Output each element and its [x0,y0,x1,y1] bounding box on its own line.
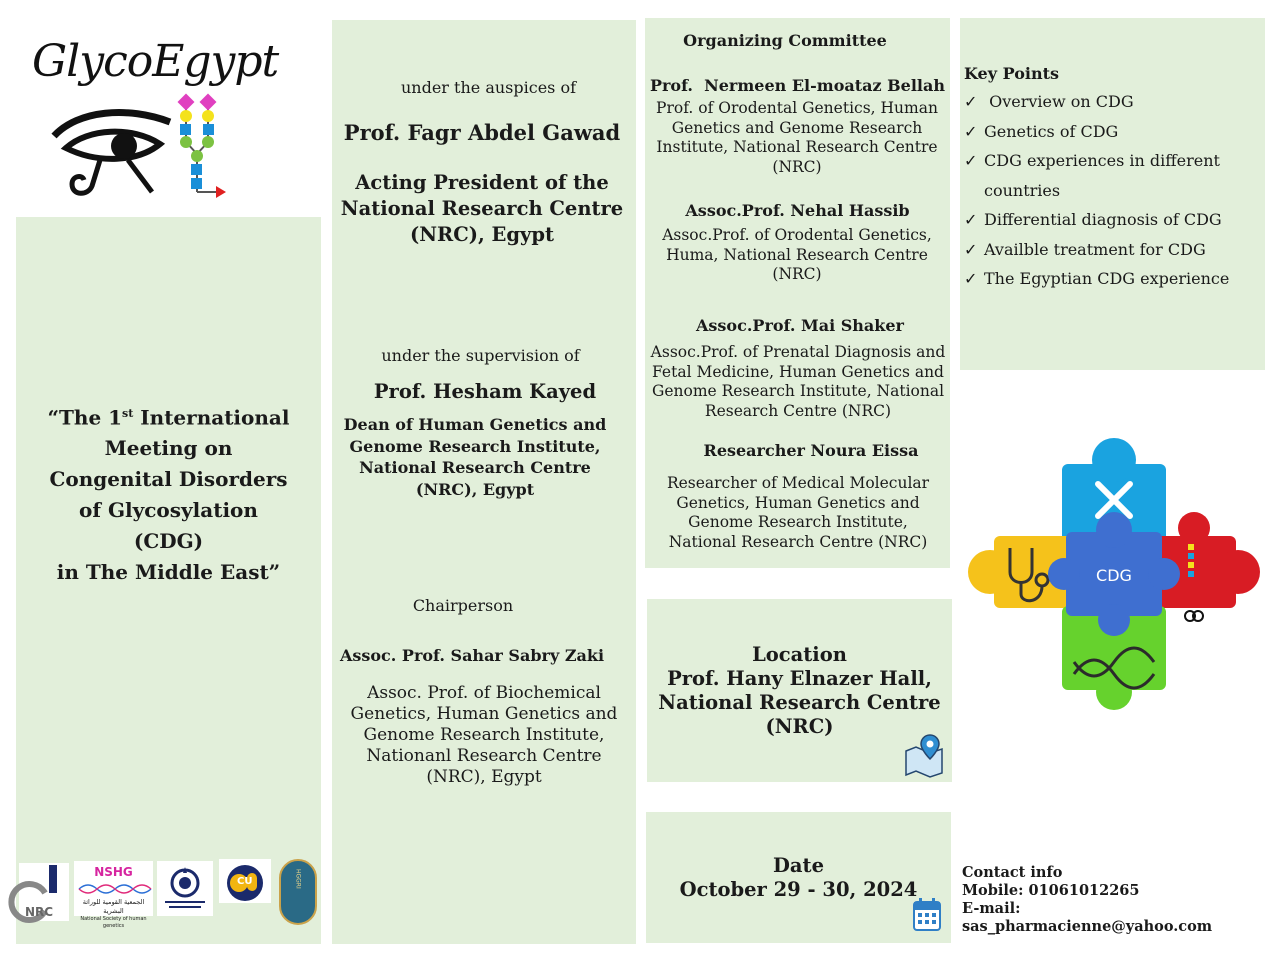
meeting-title: “The 1st International Meeting on Congenital Disorders of Glycosylation (CDG) in The Middle East” [47,405,290,584]
auspices-name: Prof. Fagr Abdel Gawad [343,120,621,145]
committee-panel [645,18,950,568]
member-2-role: Assoc.Prof. of Orodental Genetics, Huma, National Research Centre (NRC) [662,226,932,283]
key-points-list [964,87,1234,294]
member-3-name: Assoc.Prof. Mai Shaker [696,316,904,335]
supervision-role: Dean of Human Genetics and Genome Research Institute, National Research Centre (NRC), Egypt [343,415,607,499]
location-panel [647,599,952,782]
location-label: Location [752,643,847,666]
contact-email: E-mail: sas_pharmacienne@yahoo.com [962,900,1213,935]
nshg-arabic: الجمعية القومية للوراثة البشرية [82,898,145,915]
check-icon: ✓ [964,151,978,170]
date-label: Date [773,854,824,877]
member-2-name: Assoc.Prof. Nehal Hassib [685,201,910,220]
nshg-title: NSHG [94,865,133,879]
auspices-role: Acting President of the National Research Centre (NRC), Egypt [340,171,624,246]
contact-info [962,864,1272,936]
glycoegypt-logo [14,14,314,204]
glycan-chain-icon [172,94,232,204]
map-pin-icon [904,733,944,777]
check-icon: ✓ [964,210,978,229]
nrc-logo [19,863,69,921]
key-point-item: ✓ Genetics of CDG [964,117,1234,147]
member-1-name: Prof. Nermeen El-moataz Bellah [649,76,946,95]
member-1-role: Prof. of Orodental Genetics, Human Genetics and Genome Research Institute, National Research Centre (NRC) [656,99,938,176]
auspices-label: under the auspices of [400,78,577,97]
key-point-item: ✓ CDG experiences in different countries [964,146,1234,205]
hggri-text: HGGRI [294,869,302,889]
member-4-role: Researcher of Medical Molecular Genetics, Human Genetics and Genome Research Institute, National Research Centre (NRC) [666,474,930,551]
location-text [647,643,952,739]
logo-text: GlycoEgypt [32,36,279,87]
location-line1: Prof. Hany Elnazer Hall, [667,667,932,690]
hggri-logo [279,859,317,925]
check-icon: ✓ [964,92,978,111]
location-line3: (NRC) [765,715,834,738]
chair-label: Chairperson [412,596,514,615]
date-value: October 29 - 30, 2024 [679,878,918,901]
key-points-panel [960,18,1265,370]
key-point-item: ✓ Overview on CDG [964,87,1234,117]
academy-seal-icon [157,861,213,916]
cu-text: CU [237,876,253,887]
eye-of-horus-icon [48,100,176,200]
cdg-label: CDG [1096,566,1132,585]
chair-name: Assoc. Prof. Sahar Sabry Zaki [339,646,605,665]
cdg-puzzle-graphic [966,436,1262,712]
chair-role: Assoc. Prof. of Biochemical Genetics, Human Genetics and Genome Research Institute, Nationanl Research Centre (NRC), Egypt [350,683,618,787]
check-icon: ✓ [964,269,978,288]
officials-panel [332,20,636,944]
key-points-heading: Key Points [964,64,1059,83]
check-icon: ✓ [964,239,978,259]
contact-mobile: Mobile: 01061012265 [962,882,1140,899]
cu-logo [219,859,271,903]
nshg-logo [74,861,153,929]
contact-heading: Contact info [962,864,1063,881]
location-line2: National Research Centre [658,691,941,714]
nshg-english: National Society of human genetics [80,916,147,929]
member-4-name: Researcher Noura Eissa [703,441,919,460]
supervision-label: under the supervision of [381,346,580,365]
supervision-name: Prof. Hesham Kayed [373,380,597,403]
dna-strand-icon [79,884,149,894]
nrc-text: NRC [25,905,54,919]
calendar-icon [912,896,942,932]
member-3-role: Assoc.Prof. of Prenatal Diagnosis and Fetal Medicine, Human Genetics and Genome Research Institute, National Research Centre (NRC) [650,343,946,420]
check-icon: ✓ [964,121,978,141]
key-point-item: ✓ Availble treatment for CDG [964,235,1234,265]
sponsor-logos [16,857,321,927]
academy-logo [157,861,213,916]
key-point-item: ✓ The Egyptian CDG experience [964,264,1234,294]
date-panel [646,812,951,943]
key-point-item: ✓ Differential diagnosis of CDG [964,205,1234,235]
meeting-panel [16,217,321,944]
committee-heading: Organizing Committee [683,31,887,50]
